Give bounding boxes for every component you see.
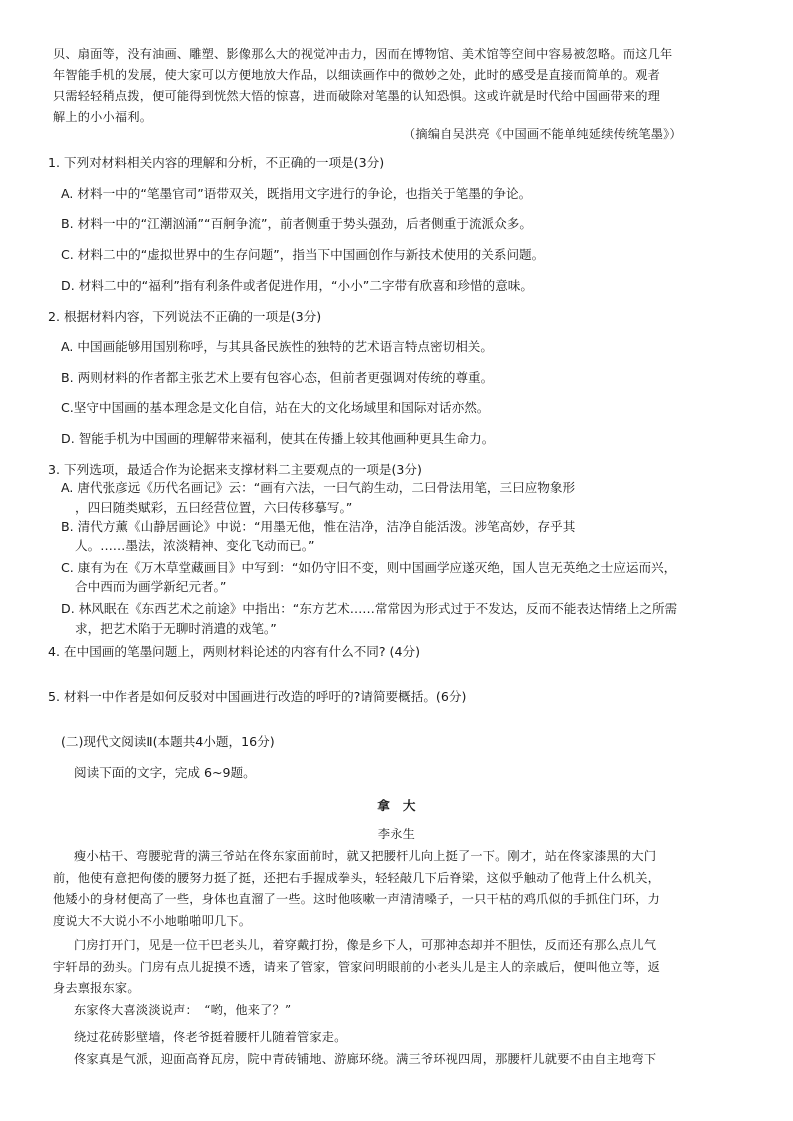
question-1-stem: 1. 下列对材料相关内容的理解和分析，不正确的一项是(3分) [48, 155, 385, 170]
question-5-stem: 5. 材料一中作者是如何反驳对中国画进行改造的呼吁的?请简要概括。(6分) [48, 689, 467, 704]
question-2-option-d: D. 智能手机为中国画的理解带来福利，使其在传播上较其他画种更具生命力。 [61, 431, 495, 446]
story-line: 瘦小枯干、弯腰驼背的满三爷站在佟东家面前时，就又把腰杆儿向上挺了一下。刚才，站在佟家漆黑的大门 [74, 849, 657, 863]
intro-line: 只需轻轻稍点拨，便可能得到恍然大悟的惊喜，进而破除对笔墨的认知恐惧。这或许就是时代给中国画带来的理 [53, 89, 660, 103]
question-2-option-a: A. 中国画能够用国别称呼，与其具备民族性的独特的艺术语言特点密切相关。 [61, 339, 493, 354]
intro-line: 解上的小小福利。 [53, 110, 153, 124]
story-title: 拿 大 [377, 798, 416, 813]
question-4-stem: 4. 在中国画的笔墨问题上，两则材料论述的内容有什么不同? (4分) [48, 644, 420, 659]
story-author: 李永生 [377, 827, 416, 841]
question-3-option-d-cont: 求，把艺术陷于无聊时消遣的戏笔。” [75, 621, 277, 636]
question-3-option-c-cont: 合中西而为画学新纪元者。” [75, 579, 227, 594]
question-3-option-a-cont: ，四曰随类赋彩，五曰经营位置，六曰传移摹写。” [75, 500, 353, 515]
question-3-option-a: A. 唐代张彦远《历代名画记》云：“画有六法，一曰气韵生动，二曰骨法用笔，三曰应物象形 [61, 480, 576, 495]
section-instruction: 阅读下面的文字，完成 6~9题。 [74, 765, 256, 780]
question-1-option-b: B. 材料一中的“江潮汹涌”“百舸争流”，前者侧重于势头强劲，后者侧重于流派众多。 [61, 216, 532, 231]
story-line: 他矮小的身材便高了一些，身体也直溜了一些。这时他咳嗽一声清清嗓子，一只干枯的鸡爪似的手抓住门环，力 [53, 892, 660, 906]
story-line: 绕过花砖影壁墙，佟老爷挺着腰杆儿随着管家走。 [74, 1030, 347, 1044]
question-3-option-d: D. 林风眠在《东西艺术之前途》中指出：“东方艺术……常常因为形式过于不发达，反而不能表达情绪上之所需 [61, 601, 678, 616]
story-line: 东家佟大喜淡淡说声： “哟，他来了？” [74, 1003, 292, 1017]
intro-line: 年智能手机的发展，使大家可以方便地放大作品，以细读画作中的微妙之处，此时的感受是直接而简单的。观者 [53, 68, 660, 82]
story-line: 佟家真是气派，迎面高脊瓦房，院中青砖铺地、游廊环绕。满三爷环视四周，那腰杆儿就要不由自主地弯下 [74, 1052, 657, 1066]
question-3-option-c: C. 康有为在《万木草堂藏画目》中写到：“如仍守旧不变，则中国画学应遂灭绝，国人岂无英绝之士应运而兴， [61, 560, 677, 575]
question-2-option-c: C.坚守中国画的基本理念是文化自信，站在大的文化场域里和国际对话亦然。 [61, 400, 490, 415]
question-1-option-d: D. 材料二中的“福利”指有利条件或者促进作用，“小小”二字带有欣喜和珍惜的意味。 [61, 278, 533, 293]
story-line: 身去禀报东家。 [53, 981, 140, 995]
question-3-option-b-cont: 人。……墨法，浓淡精神、变化飞动而已。” [75, 538, 315, 553]
question-3-stem: 3. 下列选项，最适合作为论据来支撑材料二主要观点的一项是(3分) [48, 462, 422, 477]
intro-line: 贝、扇面等，没有油画、雕塑、影像那么大的视觉冲击力，因而在博物馆、美术馆等空间中容易被忽略。而这几年 [53, 47, 673, 61]
question-1-option-a: A. 材料一中的“笔墨官司”语带双关，既指用文字进行的争论，也指关于笔墨的争论。 [61, 186, 532, 201]
question-3-option-b: B. 清代方薰《山静居画论》中说：“用墨无他，惟在洁净，洁净自能活泼。涉笔高妙，存乎其 [61, 519, 576, 534]
story-line: 门房打开门，见是一位干巴老头儿，着穿戴打扮，像是乡下人，可那神态却并不胆怯，反而还有那么点儿气 [74, 938, 657, 952]
source-citation: （摘编自吴洪亮《中国画不能单纯延续传统笔墨》） [403, 127, 682, 141]
story-line: 度说大不大说小不小地啪啪叩几下。 [53, 914, 252, 928]
section-heading: (二)现代文阅读Ⅱ(本题共4小题，16分) [61, 734, 275, 749]
story-line: 宇轩昂的劲头。门房有点儿捉摸不透，请来了管家，管家问明眼前的小老头儿是主人的亲戚后，便叫他立等，返 [53, 960, 660, 974]
question-2-stem: 2. 根据材料内容，下列说法不正确的一项是(3分) [48, 309, 322, 324]
question-2-option-b: B. 两则材料的作者都主张艺术上要有包容心态，但前者更强调对传统的尊重。 [61, 370, 494, 385]
question-1-option-c: C. 材料二中的“虚拟世界中的生存问题”，指当下中国画创作与新技术使用的关系问题。 [61, 247, 545, 262]
story-line: 前，他使有意把佝偻的腰努力挺了挺，还把右手握成拳头，轻轻敲几下后脊梁，这似乎触动了他背上什么机关， [53, 871, 660, 885]
